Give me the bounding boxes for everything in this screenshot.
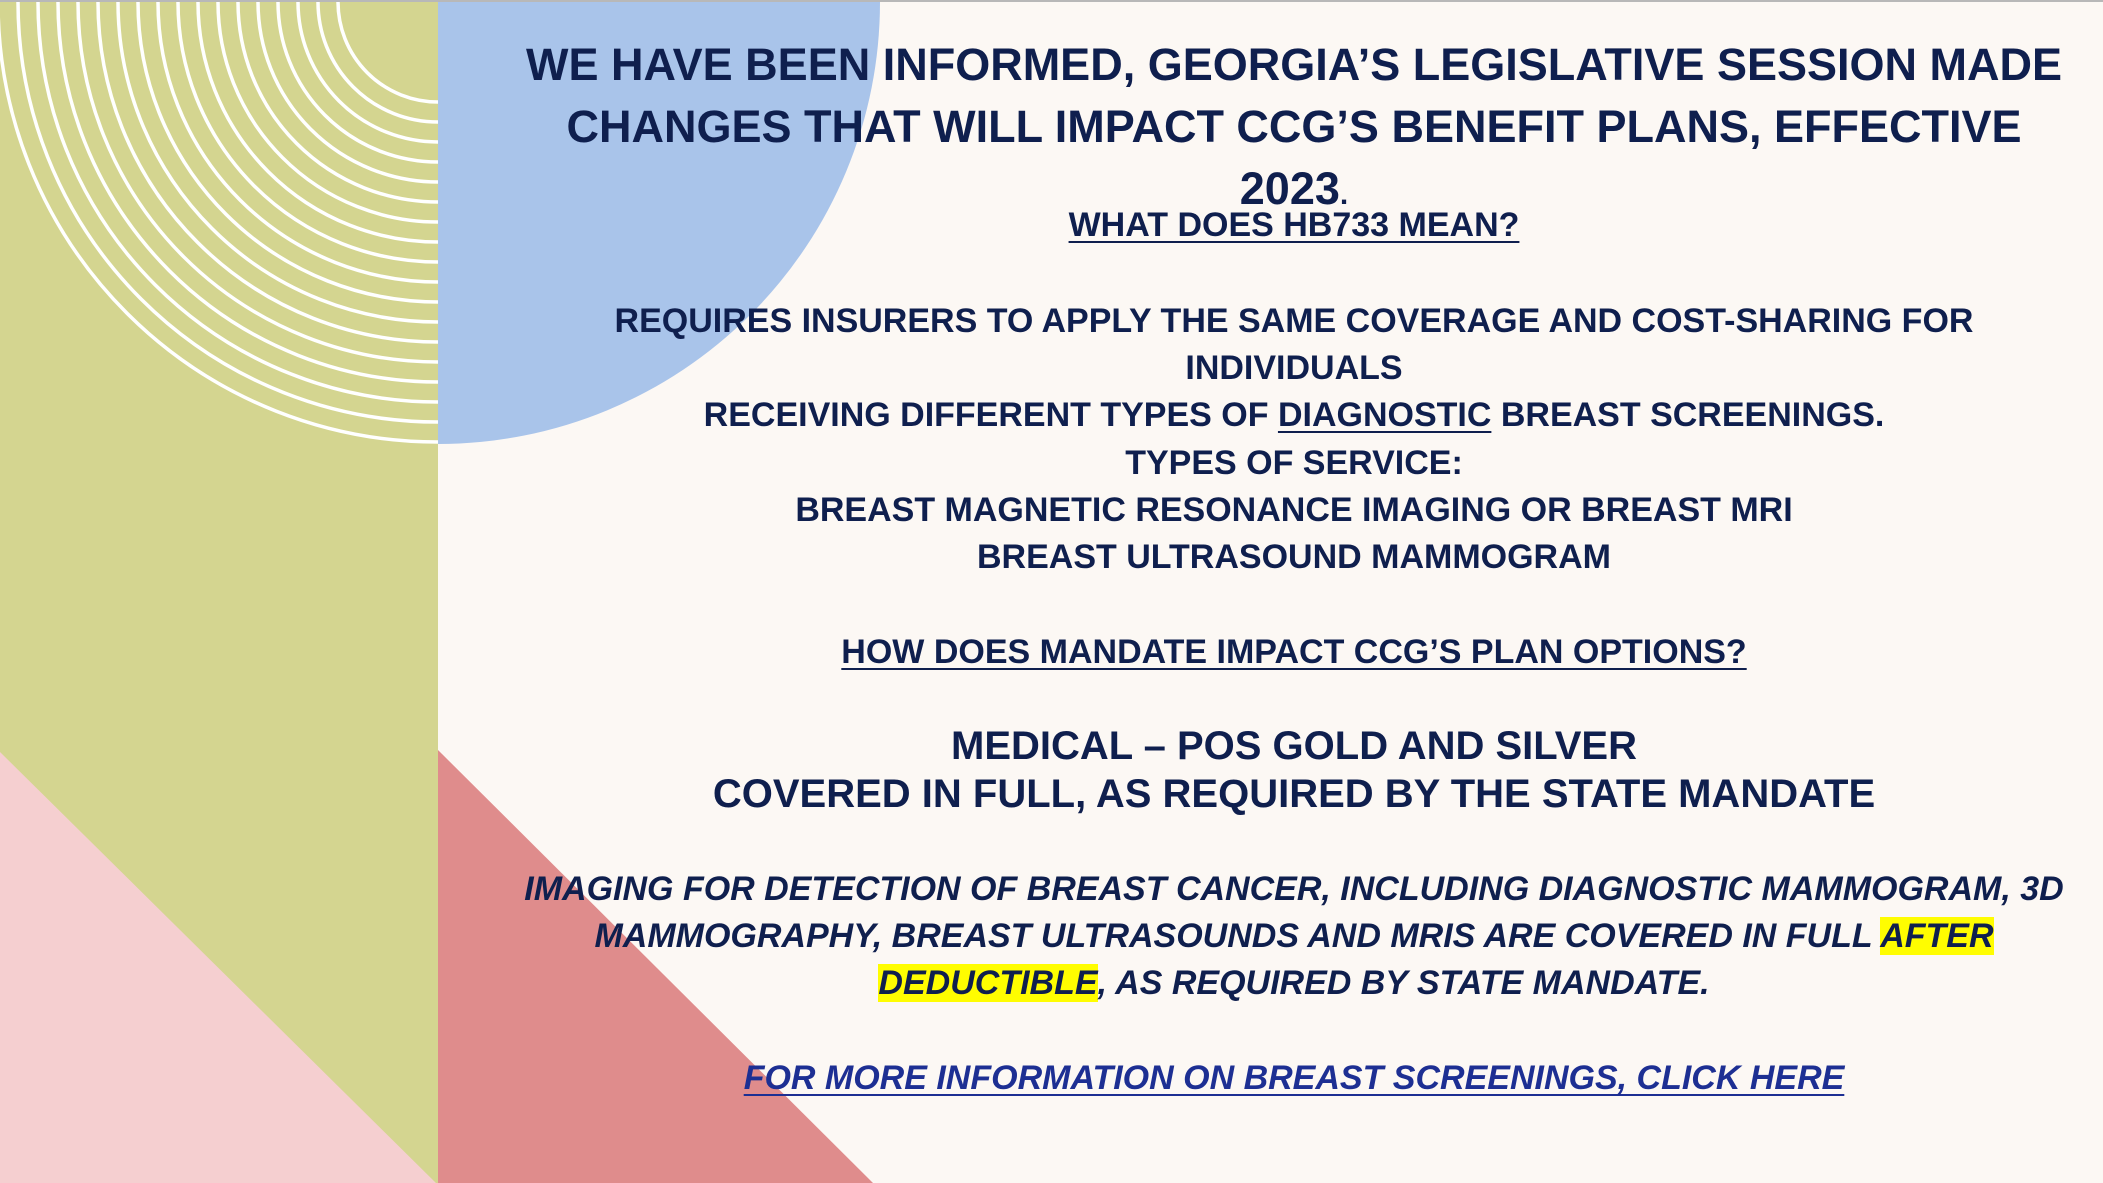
service-heading: TYPES OF SERVICE:	[1125, 444, 1463, 482]
hb733-line-1: REQUIRES INSURERS TO APPLY THE SAME COVERAGE AND COST-SHARING FOR INDIVIDUALS	[614, 302, 1974, 387]
hb733-line-2-pre: RECEIVING DIFFERENT TYPES OF	[703, 396, 1278, 434]
more-info-link[interactable]: FOR MORE INFORMATION ON BREAST SCREENINGS, CLICK HERE	[743, 1059, 1845, 1097]
deductible-highlight: DEDUCTIBLE	[878, 964, 1098, 1002]
diagnostic-emphasis: DIAGNOSTIC	[1277, 396, 1492, 434]
impact-heading: HOW DOES MANDATE IMPACT CCG’S PLAN OPTIONS?	[841, 633, 1747, 671]
imaging-paragraph	[520, 866, 2068, 1007]
title-line-1: WE HAVE BEEN INFORMED, GEORGIA’S LEGISLATIVE SESSION MADE	[526, 39, 2062, 90]
page-title	[520, 34, 2068, 226]
service-item-ultrasound: BREAST ULTRASOUND MAMMOGRAM	[977, 538, 1611, 576]
hb733-heading: WHAT DOES HB733 MEAN?	[1068, 206, 1520, 244]
hb733-line-2-post: BREAST SCREENINGS.	[1491, 396, 1885, 434]
more-info-block	[520, 1055, 2068, 1102]
title-line-2: CHANGES THAT WILL IMPACT CCG’S BENEFIT PLANS, EFFECTIVE 2023	[566, 101, 2022, 214]
medical-plan-block	[520, 722, 2068, 818]
imaging-line-2-pre: MAMMOGRAPHY, BREAST ULTRASOUNDS AND MRIS ARE COVERED IN FULL	[594, 917, 1881, 955]
medical-line-2: COVERED IN FULL, AS REQUIRED BY THE STATE MANDATE	[712, 772, 1876, 816]
types-of-service	[520, 440, 2068, 581]
service-item-mri: BREAST MAGNETIC RESONANCE IMAGING OR BREAST MRI	[795, 491, 1793, 529]
after-highlight: AFTER	[1880, 917, 1994, 955]
hb733-description	[520, 298, 2068, 439]
imaging-line-1: IMAGING FOR DETECTION OF BREAST CANCER, INCLUDING DIAGNOSTIC MAMMOGRAM, 3D	[524, 870, 2064, 908]
title-period: .	[1339, 178, 1349, 211]
imaging-line-3-post: , AS REQUIRED BY STATE MANDATE.	[1097, 964, 1710, 1002]
medical-line-1: MEDICAL – POS GOLD AND SILVER	[951, 724, 1637, 768]
